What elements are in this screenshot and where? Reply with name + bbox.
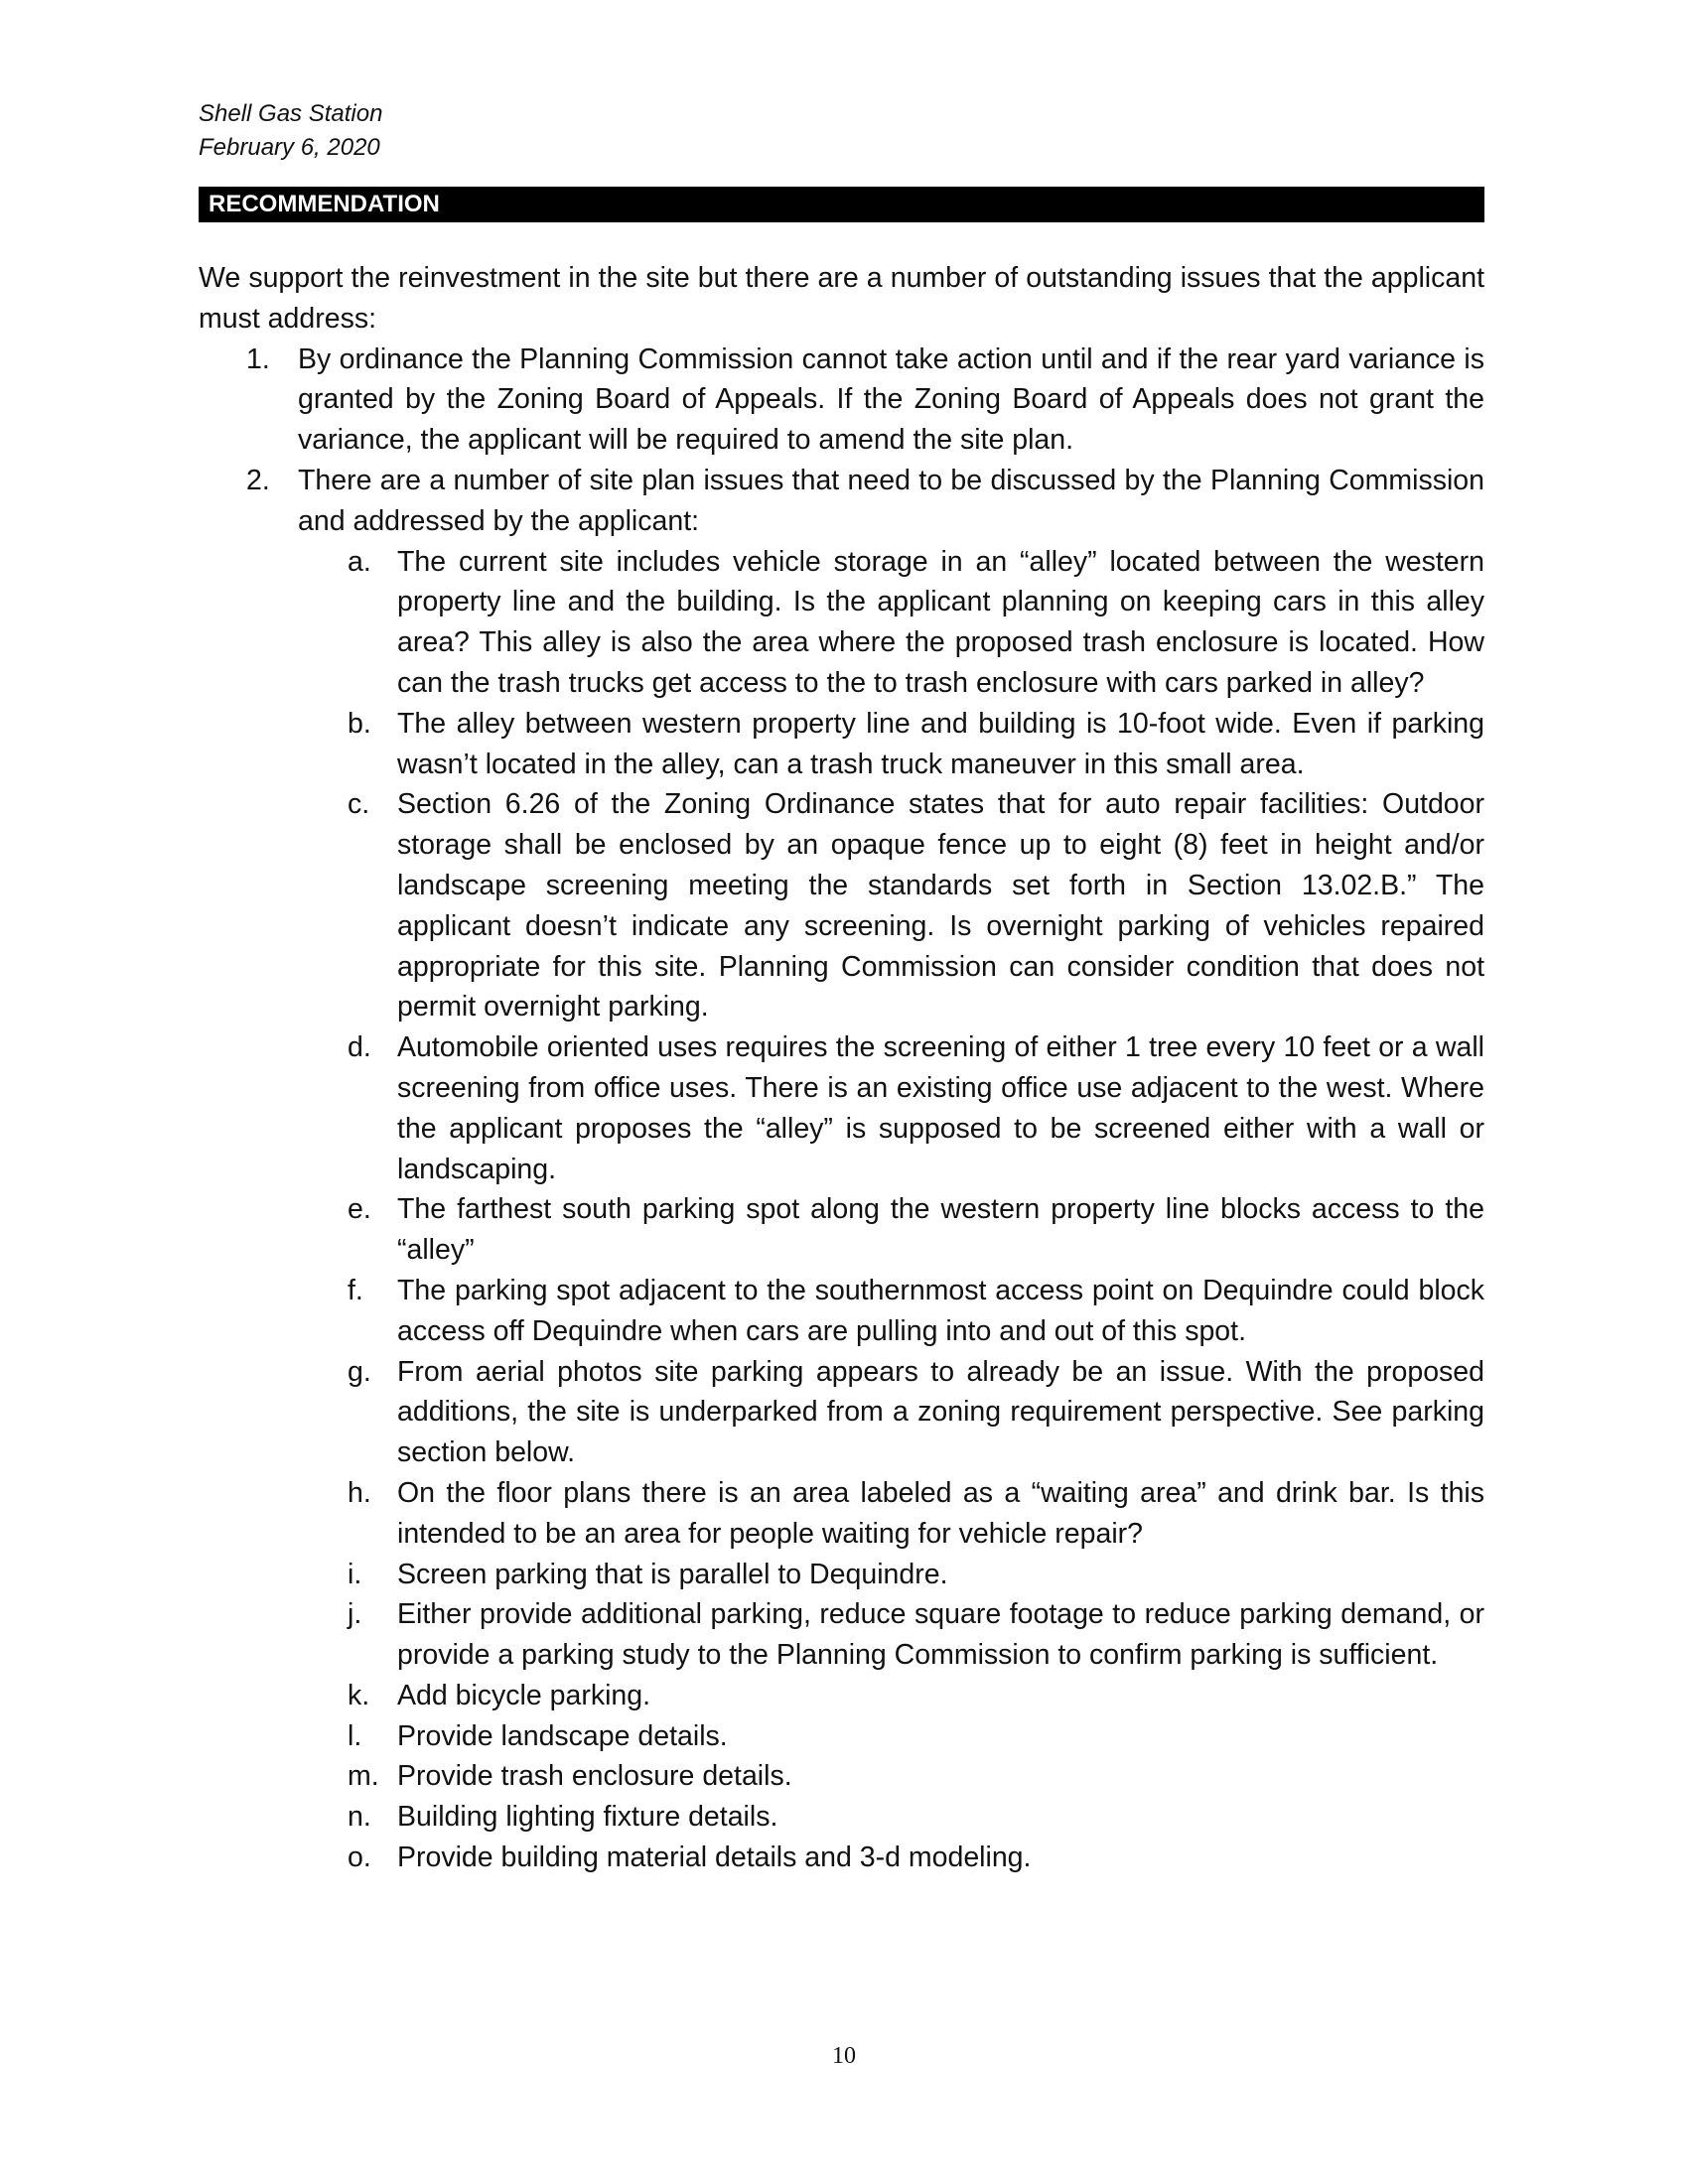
sub-list-item [199, 1838, 1484, 1878]
sub-list-marker: n. [348, 1801, 371, 1834]
sub-list-item [199, 542, 1484, 704]
sub-list-marker: b. [348, 707, 371, 740]
sub-list-item-text: Either provide additional parking, reduce square footage to reduce parking demand, or provide a parking study to the Planning Commission to confirm parking is sufficient. [397, 1598, 1484, 1672]
sub-list-marker: c. [348, 788, 370, 821]
sub-list-item [199, 784, 1484, 1027]
numbered-list [199, 340, 1484, 1878]
sub-list-item [199, 1189, 1484, 1271]
sub-list-item [199, 1271, 1484, 1352]
sub-list-item-text: Provide building material details and 3-d modeling. [397, 1842, 1032, 1874]
header-date: February 6, 2020 [199, 134, 380, 161]
sub-list-item-text: From aerial photos site parking appears to already be an issue. With the proposed additions, the site is underparked from a zoning requirement perspective. See parking section below. [397, 1355, 1484, 1469]
sub-list-marker: g. [348, 1355, 371, 1388]
sub-list-marker: m. [348, 1760, 379, 1793]
sub-list-item [199, 1797, 1484, 1838]
document-page [199, 97, 1484, 1878]
page-number: 10 [832, 2043, 856, 2069]
sub-list-item-text: On the floor plans there is an area labeled as a “waiting area” and drink bar. Is this intended to be an area for people waiting for vehicle repair? [397, 1476, 1484, 1550]
running-header [199, 97, 1484, 165]
sub-list-marker: o. [348, 1842, 371, 1874]
sub-list-item-text: Provide trash enclosure details. [397, 1760, 792, 1793]
sub-list-item [199, 1473, 1484, 1555]
sub-list-item-text: The alley between western property line and building is 10-foot wide. Even if parking wasn’t located in the alley, can a trash truck maneuver in this small area. [397, 707, 1484, 780]
list-item-text: By ordinance the Planning Commission cannot take action until and if the rear yard variance is granted by the Zoning Board of Appeals. If the Zoning Board of Appeals does not grant the variance, the applicant will be required to amend the site plan. [298, 342, 1484, 457]
sub-list-item-text: The farthest south parking spot along the western property line blocks access to the “alley” [397, 1193, 1484, 1267]
sub-list-item-text: Building lighting fixture details. [397, 1801, 778, 1834]
sub-list-item [199, 1027, 1484, 1189]
sub-list-item [199, 1676, 1484, 1716]
list-marker: 1. [246, 342, 270, 375]
sub-list-marker: j. [348, 1598, 362, 1631]
sub-list-marker: i. [348, 1558, 362, 1590]
sub-list-item-text: Screen parking that is parallel to Dequindre. [397, 1558, 948, 1590]
sub-list-marker: f. [348, 1274, 363, 1306]
intro-paragraph: We support the reinvestment in the site but there are a number of outstanding issues that the applicant must address: [199, 262, 1484, 335]
list-marker: 2. [246, 464, 270, 496]
list-item [199, 461, 1484, 1878]
section-title: RECOMMENDATION [209, 191, 440, 217]
sub-list-item [199, 1594, 1484, 1676]
section-title-bar [199, 187, 1484, 222]
sub-list-item [199, 1756, 1484, 1797]
sub-list-marker: l. [348, 1719, 362, 1752]
sub-list-item [199, 704, 1484, 785]
sub-list-item [199, 1555, 1484, 1595]
list-item [199, 340, 1484, 461]
sub-list-marker: k. [348, 1679, 370, 1711]
sub-list-item-text: Add bicycle parking. [397, 1679, 651, 1711]
sub-list-item [199, 1716, 1484, 1757]
sub-list-item-text: The parking spot adjacent to the southernmost access point on Dequindre could block access off Dequindre when cars are pulling into and out of this spot. [397, 1274, 1484, 1347]
list-item-text: There are a number of site plan issues that need to be discussed by the Planning Commission and addressed by the applicant: [298, 464, 1484, 537]
sub-list-marker: h. [348, 1476, 371, 1509]
sub-list-marker: e. [348, 1193, 371, 1226]
sub-list-item [199, 1352, 1484, 1473]
sub-list-marker: d. [348, 1031, 371, 1064]
sub-list-item-text: Automobile oriented uses requires the screening of either 1 tree every 10 feet or a wall screening from office uses. There is an existing office use adjacent to the west. Where the applicant proposes the “alley” is supposed to be screened either with a wall or landscaping. [397, 1031, 1484, 1185]
sub-list-marker: a. [348, 545, 371, 578]
sub-list [298, 542, 1484, 1878]
header-project-name: Shell Gas Station [199, 100, 383, 127]
sub-list-item-text: The current site includes vehicle storage in an “alley” located between the western property line and the building. Is the applicant planning on keeping cars in this alley area? This alley is also the area where the proposed trash enclosure is located. How can the trash trucks get access to the to trash enclosure with cars parked in alley? [397, 545, 1484, 699]
sub-list-item-text: Section 6.26 of the Zoning Ordinance states that for auto repair facilities: Outdoor storage shall be enclosed by an opaque fence up to eight (8) feet in height and/or landscape screening meeting the standards set forth in Section 13.02.B.” The applicant doesn’t indicate any screening. Is overnight parking of vehicles repaired appropriate for this site. Planning Commission can consider condition that does not permit overnight parking. [397, 788, 1484, 1024]
sub-list-item-text: Provide landscape details. [397, 1719, 728, 1752]
